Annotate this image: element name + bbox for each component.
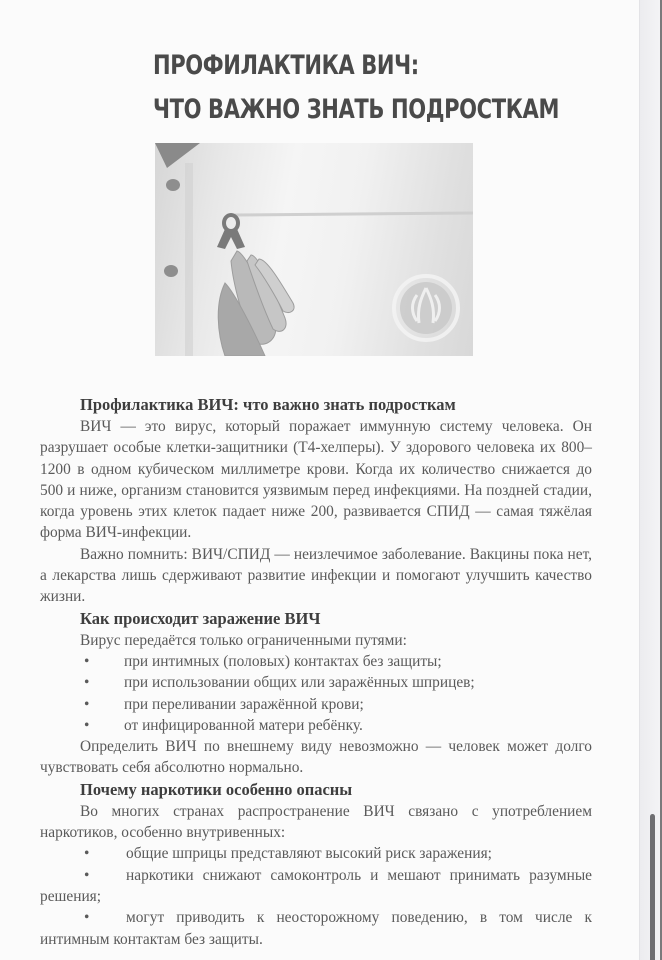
list-item: • общие шприцы представляют высокий риск заражения; <box>40 843 592 864</box>
awareness-ribbon-icon <box>217 215 245 249</box>
bullet-icon: • <box>84 652 90 670</box>
bullet-icon: • <box>84 866 90 884</box>
bullet-icon: • <box>84 845 90 863</box>
remember-paragraph: Важно помнить: ВИЧ/СПИД — неизлечимое заболевание. Вакцины пока нет, а лекарства лишь сдерживают развитие инфекции и помогают улучшить качество жизни. <box>40 545 592 606</box>
transmission-lead: Вирус передаётся только ограниченными путями: <box>80 631 407 649</box>
drugs-lead: Во многих странах распространение ВИЧ связано с употреблением наркотиков, особенно внутривенных: <box>40 802 592 842</box>
list-item: • при переливании заражённой крови; <box>40 694 592 715</box>
drugs-heading: Почему наркотики особенно опасны <box>80 779 353 799</box>
article-title: Профилактика ВИЧ: что важно знать подросткам <box>80 395 456 414</box>
cover-title-line-1: ПРОФИЛАКТИКА ВИЧ: <box>153 50 419 81</box>
transmission-closing: Определить ВИЧ по внешнему виду невозможно — человек может долго чувствовать себя абсолютно нормально. <box>40 738 592 777</box>
article-body <box>40 394 592 950</box>
drugs-list <box>40 843 592 949</box>
cover-title-line-2: ЧТО ВАЖНО ЗНАТЬ ПОДРОСТКАМ <box>153 94 560 125</box>
list-item: • при интимных (половых) контактах без защиты; <box>40 651 592 672</box>
vertical-scrollbar[interactable] <box>639 0 662 960</box>
list-item: • наркотики снижают самоконтроль и мешают принимать разумные решения; <box>40 866 592 905</box>
list-item: • при использовании общих или заражённых шприцев; <box>40 672 592 693</box>
bullet-icon: • <box>84 716 90 734</box>
emblem-logo-icon <box>394 276 458 340</box>
transmission-heading: Как происходит заражение ВИЧ <box>80 608 321 628</box>
cover-photo <box>155 143 473 356</box>
list-item: • от инфицированной матери ребёнку. <box>40 715 592 736</box>
transmission-list <box>40 651 592 736</box>
bullet-icon: • <box>84 695 90 713</box>
bullet-icon: • <box>84 674 90 692</box>
intro-paragraph: ВИЧ — это вирус, который поражает иммунную систему человека. Он разрушает особые клетки-защитники (Т4-хелперы). У здорового человека их 800–1200 в одном кубическом миллиметре крови. Когда их количество снижается до 500 и ниже, организм становится уязвимым перед инфекциями. На поздней стадии, когда уровень этих клеток падает ниже 200, развивается СПИД — самая тяжёлая форма ВИЧ-инфекции. <box>40 418 592 542</box>
bullet-icon: • <box>84 909 90 927</box>
list-item: • могут приводить к неосторожному поведению, в том числе к интимным контактам без защиты. <box>40 909 592 948</box>
scrollbar-thumb[interactable] <box>650 814 655 960</box>
cover-title <box>153 44 560 132</box>
ribbon-hand-illustration <box>155 143 473 356</box>
